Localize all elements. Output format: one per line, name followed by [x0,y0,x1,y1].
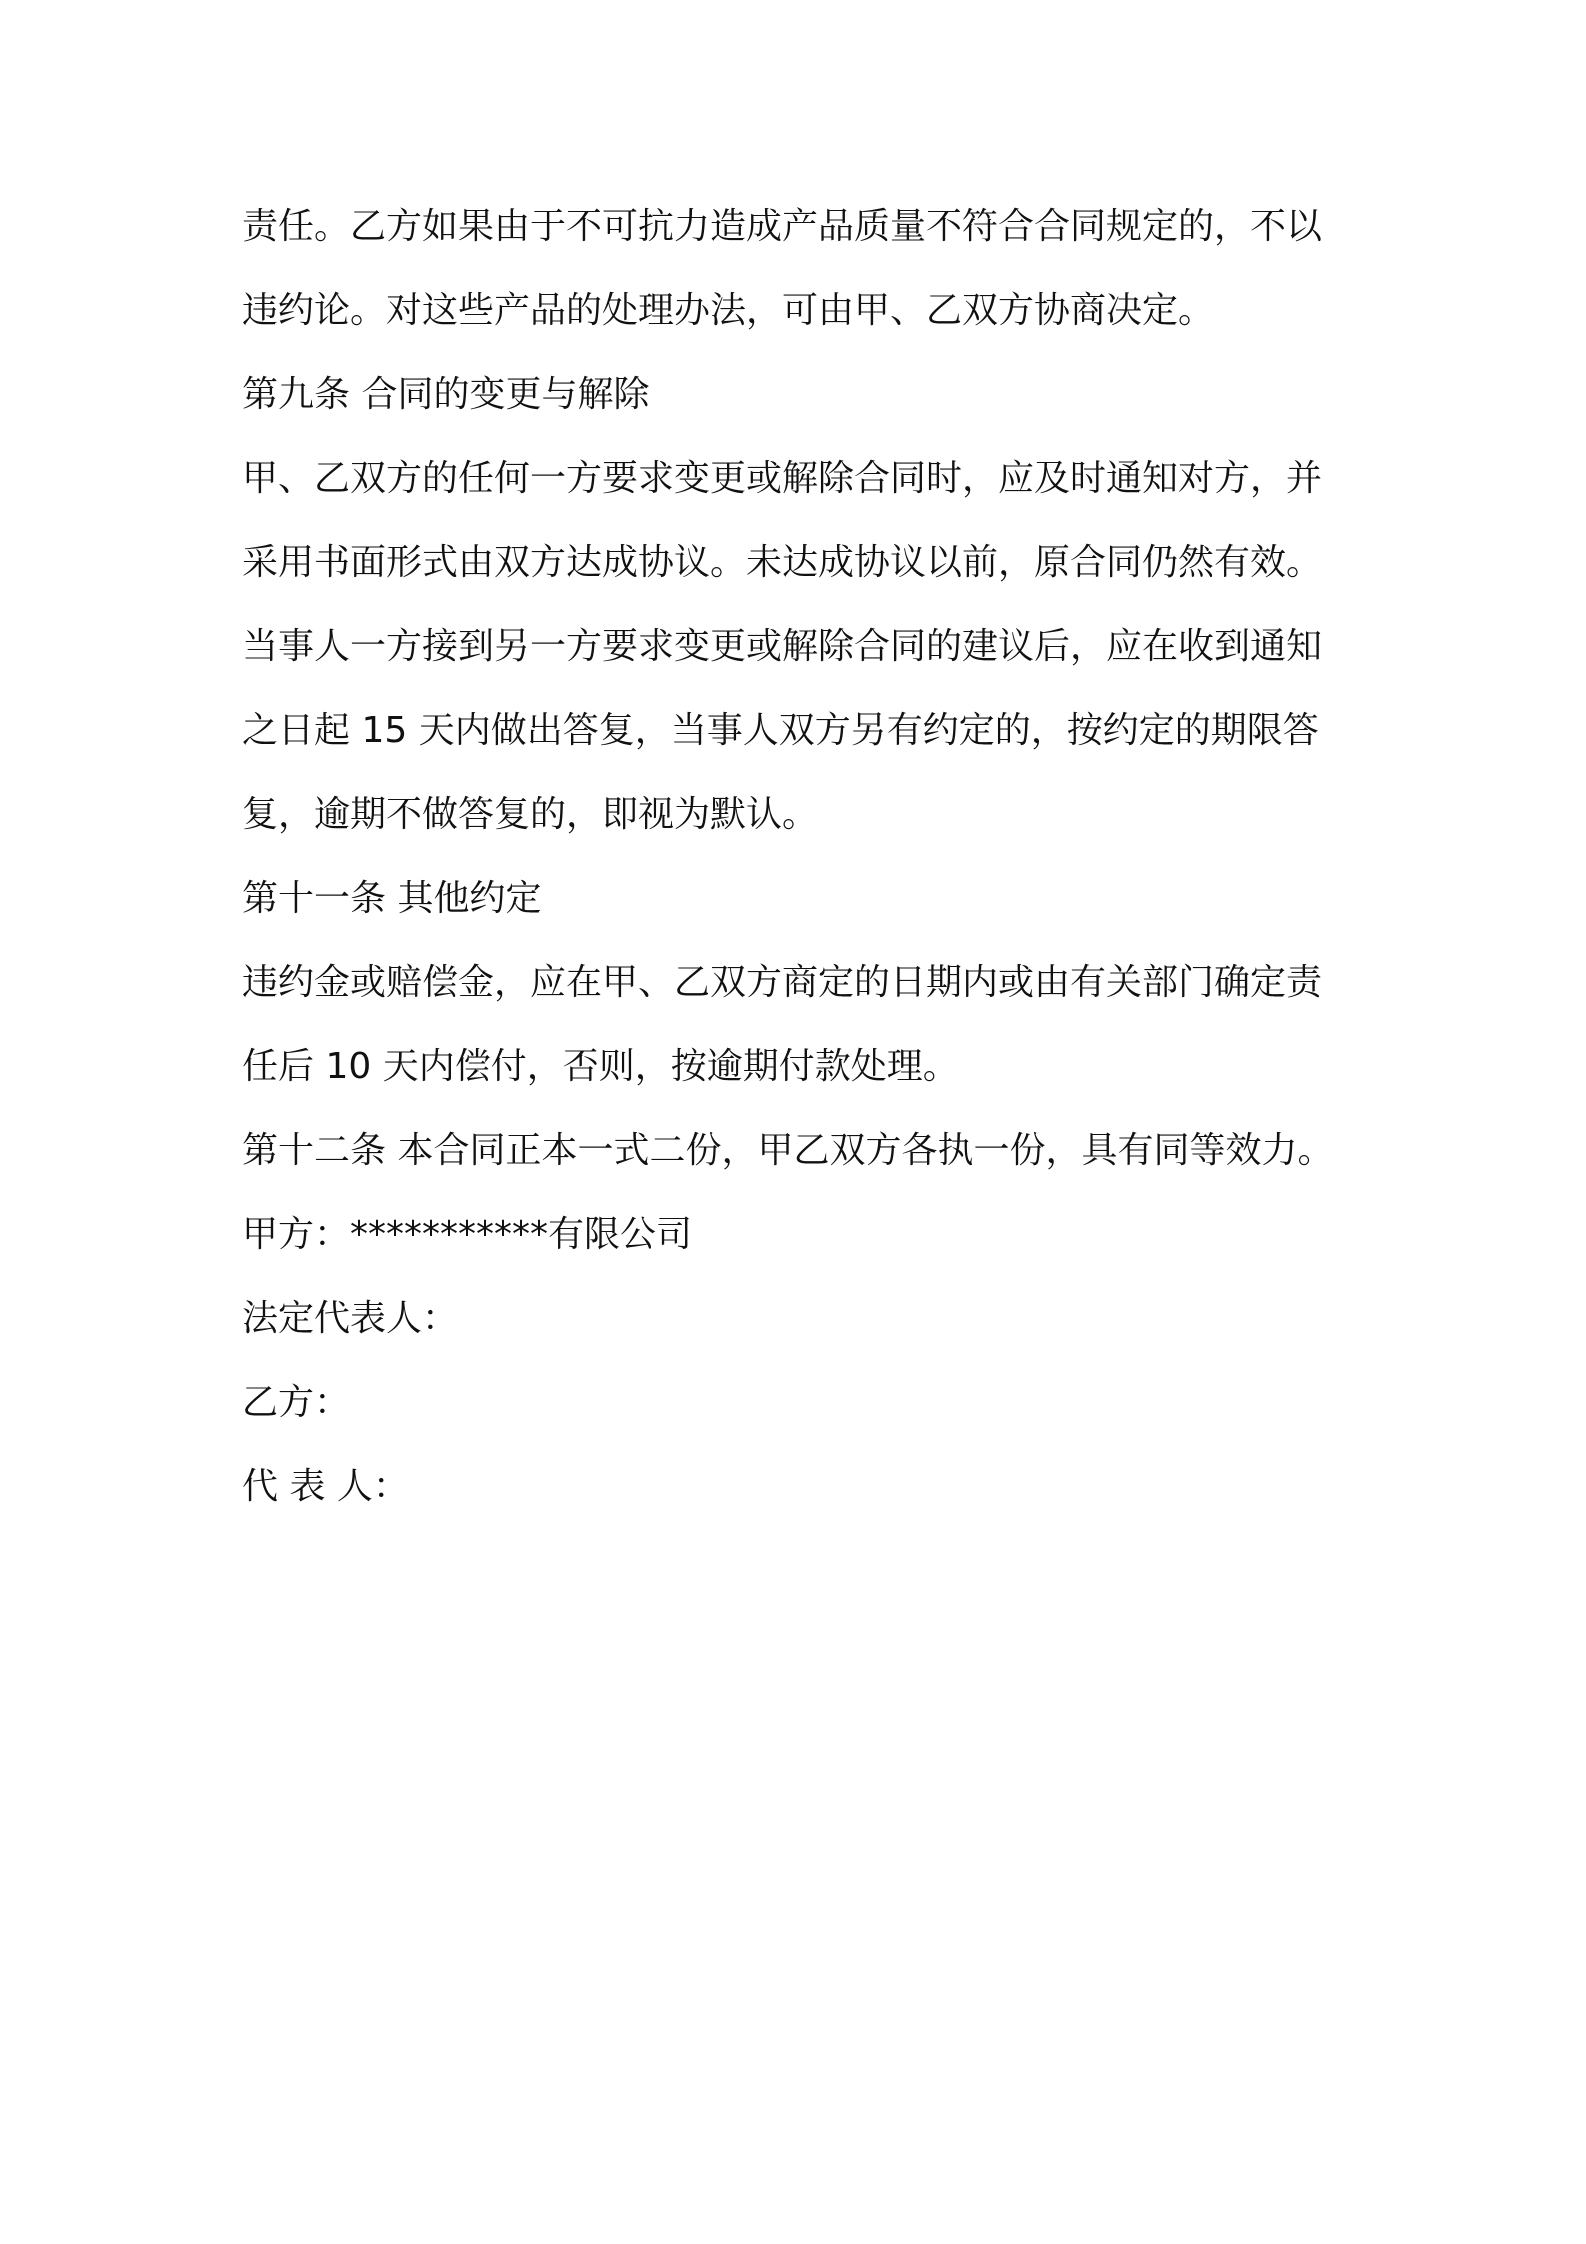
article-11-heading: 第十一条 其他约定 [242,878,542,919]
representative-line: 代 表 人： [242,1466,409,1507]
paragraph-line-5: 采用书面形式由双方达成协议。未达成协议以前，原合同仍然有效。 [242,542,1323,583]
document-body [242,200,1372,1544]
article-9-heading: 第九条 合同的变更与解除 [242,374,650,415]
paragraph-line-4: 甲、乙双方的任何一方要求变更或解除合同时，应及时通知对方，并 [242,458,1323,499]
paragraph-line-10: 违约金或赔偿金，应在甲、乙双方商定的日期内或由有关部门确定责 [242,962,1323,1003]
party-a-line: 甲方：***********有限公司 [242,1214,693,1255]
legal-representative-line: 法定代表人： [242,1298,459,1339]
article-12-line: 第十二条 本合同正本一式二份，甲乙双方各执一份，具有同等效力。 [242,1130,1334,1171]
paragraph-line-2: 违约论。对这些产品的处理办法，可由甲、乙双方协商决定。 [242,290,1215,331]
paragraph-line-1: 责任。乙方如果由于不可抗力造成产品质量不符合合同规定的，不以 [242,206,1323,247]
paragraph-line-11: 任后 10 天内偿付，否则，按逾期付款处理。 [242,1046,959,1087]
paragraph-line-6: 当事人一方接到另一方要求变更或解除合同的建议后，应在收到通知 [242,626,1323,667]
party-b-line: 乙方： [242,1382,351,1423]
paragraph-line-8: 复，逾期不做答复的，即视为默认。 [242,794,819,835]
paragraph-line-7: 之日起 15 天内做出答复，当事人双方另有约定的，按约定的期限答 [242,710,1319,751]
